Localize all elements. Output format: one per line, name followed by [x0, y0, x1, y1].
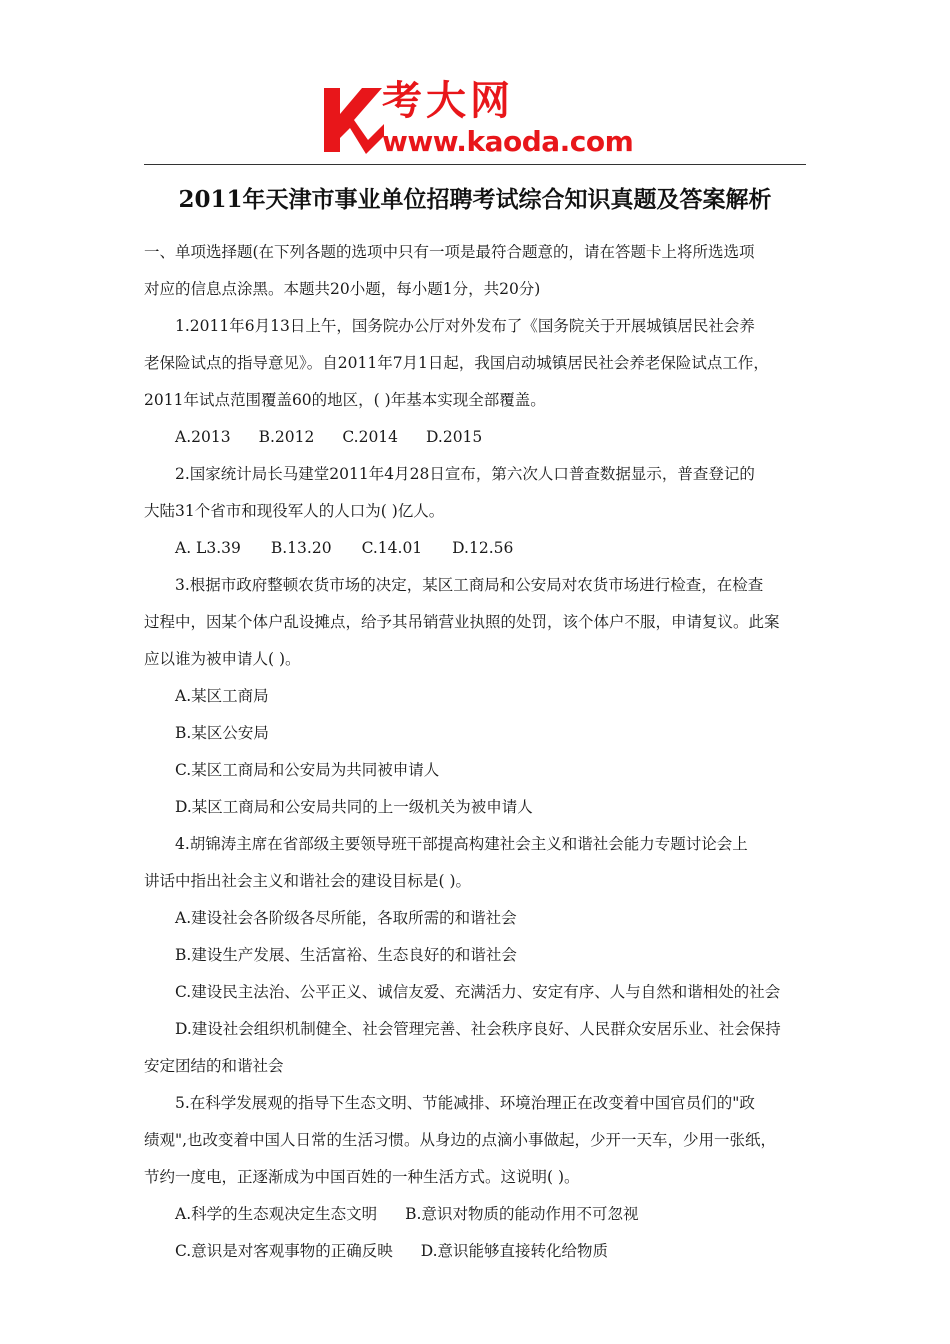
option-a: A.建设社会各阶级各尽所能，各取所需的和谐社会 — [175, 909, 517, 927]
option-a: A.某区工商局 — [175, 687, 269, 705]
option-d-continued: 安定团结的和谐社会 — [144, 1057, 284, 1075]
option-b: B.某区公安局 — [175, 724, 269, 742]
question-5-line: 节约一度电，正逐渐成为中国百姓的一种生活方式。这说明( )。 — [144, 1168, 580, 1186]
option-d: D.12.56 — [452, 539, 514, 557]
question-2-line: 2.国家统计局长马建堂2011年4月28日宣布，第六次人口普查数据显示，普查登记的 — [175, 465, 755, 483]
document-body — [144, 234, 808, 1270]
question-5-options-cd — [144, 1233, 808, 1270]
question-1-line: 1.2011年6月13日上午，国务院办公厅对外发布了《国务院关于开展城镇居民社会养 — [175, 317, 755, 335]
header-divider — [144, 164, 806, 165]
question-3-line: 3.根据市政府整顿农货市场的决定，某区工商局和公安局对农货市场进行检查，在检查 — [175, 576, 764, 594]
logo-url-text: www.kaoda.com — [382, 125, 634, 158]
option-b: B.2012 — [258, 428, 315, 446]
page-title: 2011年天津市事业单位招聘考试综合知识真题及答案解析 — [178, 186, 772, 213]
option-d: D.2015 — [426, 428, 483, 446]
option-c: C.某区工商局和公安局为共同被申请人 — [175, 761, 440, 779]
question-5-line: 绩观",也改变着中国人日常的生活习惯。从身边的点滴小事做起，少开一天车，少用一张纸， — [144, 1131, 777, 1149]
question-2-line: 大陆31个省市和现役军人的人口为( )亿人。 — [144, 502, 445, 520]
kaoda-logo[interactable] — [318, 78, 648, 160]
section-heading-line: 对应的信息点涂黑。本题共20小题，每小题1分，共20分) — [144, 280, 541, 298]
option-a: A.2013 — [175, 428, 231, 446]
option-a: A.科学的生态观决定生态文明 — [175, 1205, 378, 1223]
logo-brand-text: 考大网 — [382, 78, 514, 124]
option-d: D.建设社会组织机制健全、社会管理完善、社会秩序良好、人民群众安居乐业、社会保持 — [175, 1020, 781, 1038]
k-logo-icon — [318, 84, 388, 156]
question-1-line: 老保险试点的指导意见》。自2011年7月1日起，我国启动城镇居民社会养老保险试点工作， — [144, 354, 769, 372]
section-heading-line: 一、单项选择题(在下列各题的选项中只有一项是最符合题意的，请在答题卡上将所选选项 — [144, 243, 755, 261]
question-5-line: 5.在科学发展观的指导下生态文明、节能减排、环境治理正在改变着中国官员们的"政 — [175, 1094, 755, 1112]
question-4-line: 讲话中指出社会主义和谐社会的建设目标是( )。 — [144, 872, 472, 890]
option-c: C.2014 — [342, 428, 399, 446]
question-3-line: 过程中，因某个体户乱设摊点，给予其吊销营业执照的处罚，该个体户不服，申请复议。此案 — [144, 613, 780, 631]
question-2-options — [144, 530, 808, 567]
option-b: B.意识对物质的能动作用不可忽视 — [405, 1205, 639, 1223]
question-4-line: 4.胡锦涛主席在省部级主要领导班干部提高构建社会主义和谐社会能力专题讨论会上 — [175, 835, 748, 853]
option-d: D.某区工商局和公安局共同的上一级机关为被申请人 — [175, 798, 533, 816]
option-d: D.意识能够直接转化给物质 — [420, 1242, 609, 1260]
option-c: C.建设民主法治、公平正义、诚信友爱、充满活力、安定有序、人与自然和谐相处的社会 — [175, 983, 781, 1001]
question-1-line: 2011年试点范围覆盖60的地区，( )年基本实现全部覆盖。 — [144, 391, 546, 409]
question-3-line: 应以谁为被申请人( )。 — [144, 650, 301, 668]
option-b: B.建设生产发展、生活富裕、生态良好的和谐社会 — [175, 946, 517, 964]
question-5-options-ab — [144, 1196, 808, 1233]
option-c: C.意识是对客观事物的正确反映 — [175, 1242, 393, 1260]
option-c: C.14.01 — [361, 539, 423, 557]
option-a: A. L3.39 — [175, 539, 241, 557]
question-1-options — [144, 419, 808, 456]
option-b: B.13.20 — [270, 539, 332, 557]
